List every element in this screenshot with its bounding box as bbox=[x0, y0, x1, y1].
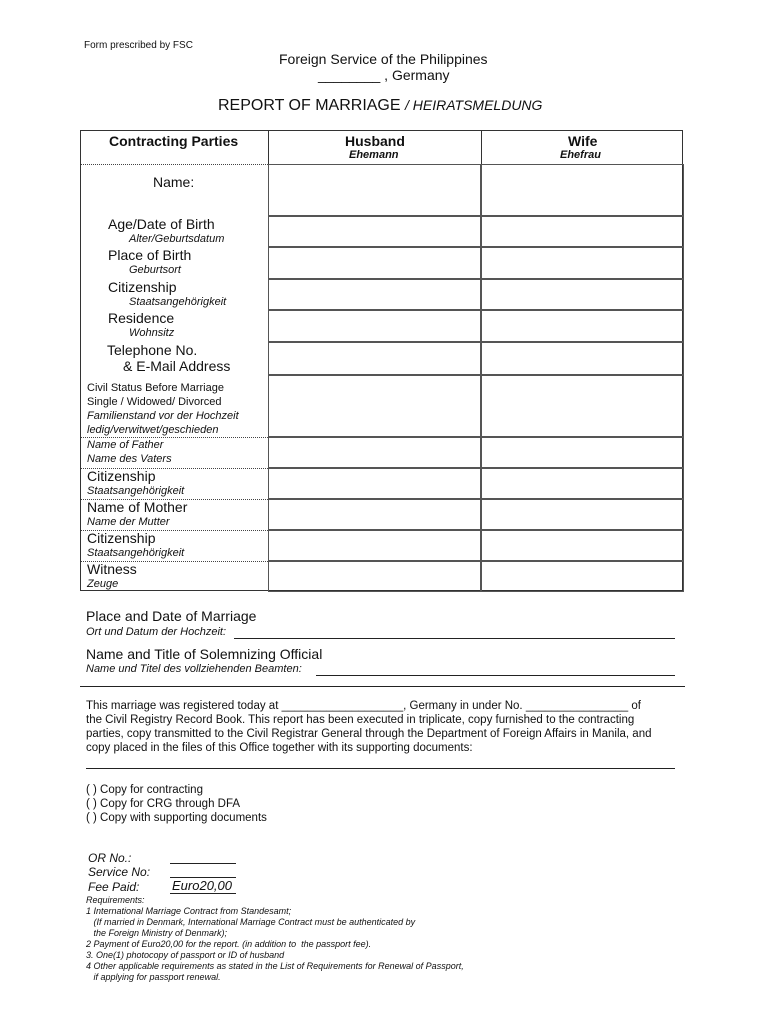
wife-age-field[interactable] bbox=[481, 216, 684, 247]
row-sublabel-citizenship: Staatsangehörigkeit bbox=[129, 296, 227, 308]
column-header-parties: Contracting Parties bbox=[109, 133, 239, 149]
husband-mother-field[interactable] bbox=[268, 499, 481, 530]
row-label-telephone: Telephone No. bbox=[107, 342, 198, 358]
place-date-field[interactable] bbox=[234, 638, 675, 639]
contracting-parties-table bbox=[80, 130, 683, 591]
mother-label-german: Name der Mutter bbox=[87, 516, 170, 528]
column-header-wife-german: Ehefrau bbox=[560, 149, 601, 161]
row-sublabel-age: Alter/Geburtsdatum bbox=[129, 233, 225, 245]
wife-mother-citizenship-field[interactable] bbox=[481, 530, 684, 561]
wife-father-citizenship-field[interactable] bbox=[481, 468, 684, 499]
requirement-item: 4 Other applicable requirements as stated in the List of Requirements for Renewal of Passport, bbox=[86, 961, 464, 971]
fee-paid-underline bbox=[170, 893, 236, 894]
row-label-age: Age/Date of Birth bbox=[108, 216, 215, 232]
row-label-birthplace: Place of Birth bbox=[108, 247, 192, 263]
witness-label: Witness bbox=[87, 561, 137, 577]
row-label-citizenship: Citizenship bbox=[108, 279, 177, 295]
column-header-wife: Wife bbox=[568, 133, 598, 149]
mother-citizenship-label: Citizenship bbox=[87, 530, 156, 546]
form-title-german: / HEIRATSMELDUNG bbox=[405, 97, 543, 113]
requirement-item: 1 International Marriage Contract from Standesamt; bbox=[86, 906, 292, 916]
row-sublabel-residence: Wohnsitz bbox=[129, 327, 175, 339]
wife-birthplace-field[interactable] bbox=[481, 247, 684, 279]
copy-crg-checkbox[interactable]: ( ) Copy for CRG through DFA bbox=[86, 798, 241, 810]
official-field[interactable] bbox=[316, 675, 675, 676]
official-label-german: Name und Titel des vollziehenden Beamten: bbox=[86, 663, 302, 675]
wife-residence-field[interactable] bbox=[481, 310, 684, 342]
service-number-label: Service No: bbox=[88, 865, 151, 879]
husband-witness-field[interactable] bbox=[268, 561, 481, 592]
registration-text-line2: the Civil Registry Record Book. This report has been executed in triplicate, copy furnished to the contracting bbox=[86, 714, 635, 726]
place-date-label: Place and Date of Marriage bbox=[86, 608, 257, 624]
form-title-main: REPORT OF MARRIAGE bbox=[218, 97, 401, 114]
requirement-item: the Foreign Ministry of Denmark); bbox=[86, 928, 228, 938]
civil-status-options-german: ledig/verwitwet/geschieden bbox=[87, 424, 219, 436]
husband-citizenship-field[interactable] bbox=[268, 279, 481, 310]
wife-contact-field[interactable] bbox=[481, 342, 684, 375]
civil-status-label-german: Familienstand vor der Hochzeit bbox=[87, 410, 239, 422]
requirement-item: 3. One(1) photocopy of passport or ID of husband bbox=[86, 950, 285, 960]
or-number-field[interactable] bbox=[170, 863, 236, 864]
requirement-item: 2 Payment of Euro20,00 for the report. (in addition to the passport fee). bbox=[86, 939, 372, 949]
husband-residence-field[interactable] bbox=[268, 310, 481, 342]
wife-mother-field[interactable] bbox=[481, 499, 684, 530]
row-label-residence: Residence bbox=[108, 310, 175, 326]
mother-citizenship-label-german: Staatsangehörigkeit bbox=[87, 547, 185, 559]
wife-citizenship-field[interactable] bbox=[481, 279, 684, 310]
wife-father-field[interactable] bbox=[481, 437, 684, 468]
husband-name-field[interactable] bbox=[268, 164, 481, 216]
fee-paid-label: Fee Paid: bbox=[88, 880, 140, 894]
husband-age-field[interactable] bbox=[268, 216, 481, 247]
civil-status-label: Civil Status Before Marriage bbox=[87, 382, 224, 394]
documents-field[interactable] bbox=[86, 768, 675, 769]
official-label: Name and Title of Solemnizing Official bbox=[86, 646, 323, 662]
column-header-husband: Husband bbox=[345, 133, 405, 149]
or-number-label: OR No.: bbox=[88, 851, 132, 865]
wife-name-field[interactable] bbox=[481, 164, 684, 216]
husband-father-citizenship-field[interactable] bbox=[268, 468, 481, 499]
row-label-email: & E-Mail Address bbox=[123, 358, 231, 374]
fee-paid-value: Euro20,00 bbox=[172, 878, 232, 893]
requirements-title: Requirements: bbox=[86, 895, 145, 905]
registration-text-line1: This marriage was registered today at ___________________, Germany in under No. ________________ of bbox=[86, 700, 641, 712]
office-location: ________ , Germany bbox=[318, 67, 450, 83]
registration-text-line3: parties, copy transmitted to the Civil Registrar General through the Department of Foreign Affairs in Manila, and bbox=[86, 728, 652, 740]
father-label: Name of Father bbox=[87, 439, 164, 451]
husband-contact-field[interactable] bbox=[268, 342, 481, 375]
row-sublabel-birthplace: Geburtsort bbox=[129, 264, 181, 276]
section-divider bbox=[80, 686, 685, 687]
father-citizenship-label: Citizenship bbox=[87, 468, 156, 484]
father-label-german: Name des Vaters bbox=[87, 453, 172, 465]
prescribed-note: Form prescribed by FSC bbox=[84, 40, 193, 51]
registration-text-line4: copy placed in the files of this Office together with its supporting documents: bbox=[86, 742, 473, 754]
place-date-label-german: Ort und Datum der Hochzeit: bbox=[86, 626, 227, 638]
husband-mother-citizenship-field[interactable] bbox=[268, 530, 481, 561]
column-header-husband-german: Ehemann bbox=[349, 149, 399, 161]
husband-civil-status-field[interactable] bbox=[268, 375, 481, 437]
civil-status-options: Single / Widowed/ Divorced bbox=[87, 396, 222, 408]
husband-birthplace-field[interactable] bbox=[268, 247, 481, 279]
form-title bbox=[218, 97, 542, 115]
husband-father-field[interactable] bbox=[268, 437, 481, 468]
wife-civil-status-field[interactable] bbox=[481, 375, 684, 437]
row-label-name: Name: bbox=[153, 174, 195, 190]
father-citizenship-label-german: Staatsangehörigkeit bbox=[87, 485, 185, 497]
mother-label: Name of Mother bbox=[87, 499, 188, 515]
requirement-item: if applying for passport renewal. bbox=[86, 972, 221, 982]
requirement-item: (If married in Denmark, International Marriage Contract must be authenticated by bbox=[86, 917, 416, 927]
office-name: Foreign Service of the Philippines bbox=[279, 51, 488, 67]
witness-label-german: Zeuge bbox=[87, 578, 119, 590]
copy-supporting-checkbox[interactable]: ( ) Copy with supporting documents bbox=[86, 812, 267, 824]
copy-contracting-checkbox[interactable]: ( ) Copy for contracting bbox=[86, 784, 203, 796]
wife-witness-field[interactable] bbox=[481, 561, 684, 592]
